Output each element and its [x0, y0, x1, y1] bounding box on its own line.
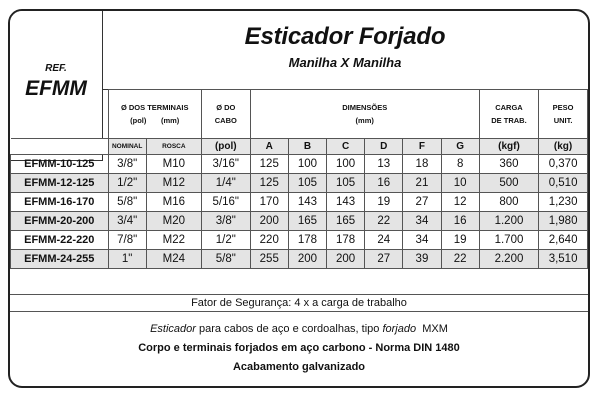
carga-header-line1: CARGA	[495, 103, 523, 112]
subheader-a: A	[250, 139, 288, 155]
cell-ref: EFMM-16-170	[11, 193, 109, 212]
cell-cabo: 1/2"	[201, 231, 250, 250]
spec-table	[10, 89, 588, 269]
cell-cabo: 1/4"	[201, 174, 250, 193]
product-spec-card	[8, 9, 590, 388]
terminais-unit-mm: (mm)	[160, 116, 180, 125]
terminais-unit-pol: (pol)	[130, 116, 147, 125]
subheader-kgf: (kgf)	[479, 139, 538, 155]
cell-cabo: 5/8"	[201, 250, 250, 269]
cell-ref: EFMM-12-125	[11, 174, 109, 193]
cell-carga: 1.200	[479, 212, 538, 231]
cell-g: 8	[441, 155, 479, 174]
description-italic-forjado: forjado	[382, 323, 417, 335]
cell-rosca: M16	[146, 193, 201, 212]
cell-d: 24	[365, 231, 403, 250]
cell-b: 165	[288, 212, 326, 231]
cell-b: 200	[288, 250, 326, 269]
product-title: Esticador Forjado	[244, 23, 446, 50]
table-row	[11, 212, 588, 231]
cell-g: 10	[441, 174, 479, 193]
cell-a: 170	[250, 193, 288, 212]
cell-peso: 1,980	[539, 212, 588, 231]
ref-subheader-spacer	[11, 139, 109, 155]
subheader-d: D	[365, 139, 403, 155]
cabo-header-line1: Ø DO	[216, 103, 236, 112]
cell-rosca: M20	[146, 212, 201, 231]
cell-c: 200	[327, 250, 365, 269]
cell-carga: 360	[479, 155, 538, 174]
cell-a: 255	[250, 250, 288, 269]
ref-header-spacer	[11, 90, 109, 139]
cell-carga: 800	[479, 193, 538, 212]
cell-a: 125	[250, 174, 288, 193]
dimensoes-header-label: DIMENSÕES	[342, 103, 388, 112]
description-line-2: Corpo e terminais forjados em aço carbono - Norma DIN 1480	[138, 342, 460, 354]
cell-d: 19	[365, 193, 403, 212]
cell-b: 178	[288, 231, 326, 250]
cell-f: 34	[403, 231, 441, 250]
cell-c: 105	[327, 174, 365, 193]
cell-f: 27	[403, 193, 441, 212]
cell-d: 27	[365, 250, 403, 269]
cell-rosca: M10	[146, 155, 201, 174]
cell-a: 220	[250, 231, 288, 250]
peso-header-line1: PESO	[552, 103, 574, 112]
table-row	[11, 250, 588, 269]
cell-rosca: M12	[146, 174, 201, 193]
cell-peso: 3,510	[539, 250, 588, 269]
peso-header-line2: UNIT.	[553, 116, 573, 125]
subheader-b: B	[288, 139, 326, 155]
cell-rosca: M22	[146, 231, 201, 250]
subheader-f: F	[403, 139, 441, 155]
description-line-3: Acabamento galvanizado	[232, 361, 366, 373]
cell-cabo: 3/8"	[201, 212, 250, 231]
table-row	[11, 174, 588, 193]
subheader-rosca: ROSCA	[146, 139, 201, 155]
table-row	[11, 231, 588, 250]
dimensoes-header-unit: (mm)	[355, 116, 374, 125]
cell-c: 178	[327, 231, 365, 250]
cell-ref: EFMM-22-220	[11, 231, 109, 250]
carga-header	[479, 90, 538, 139]
cell-carga: 1.700	[479, 231, 538, 250]
cell-f: 18	[403, 155, 441, 174]
cell-c: 143	[327, 193, 365, 212]
cell-f: 39	[403, 250, 441, 269]
cell-f: 21	[403, 174, 441, 193]
cell-nominal: 1"	[108, 250, 146, 269]
cell-ref: EFMM-20-200	[11, 212, 109, 231]
dimensoes-header	[250, 90, 479, 139]
cell-peso: 0,510	[539, 174, 588, 193]
cell-ref: EFMM-10-125	[11, 155, 109, 174]
table-row	[11, 193, 588, 212]
description-end: MXM	[416, 323, 448, 335]
cell-b: 100	[288, 155, 326, 174]
subheader-c: C	[327, 139, 365, 155]
cell-nominal: 5/8"	[108, 193, 146, 212]
cell-nominal: 7/8"	[108, 231, 146, 250]
cell-c: 165	[327, 212, 365, 231]
cell-rosca: M24	[146, 250, 201, 269]
cell-peso: 0,370	[539, 155, 588, 174]
cell-nominal: 3/8"	[108, 155, 146, 174]
cell-nominal: 3/4"	[108, 212, 146, 231]
product-subtitle: Manilha X Manilha	[288, 55, 402, 70]
cell-g: 22	[441, 250, 479, 269]
subheader-g: G	[441, 139, 479, 155]
cell-d: 16	[365, 174, 403, 193]
cell-b: 105	[288, 174, 326, 193]
cell-peso: 2,640	[539, 231, 588, 250]
cell-carga: 2.200	[479, 250, 538, 269]
cell-nominal: 1/2"	[108, 174, 146, 193]
peso-header	[539, 90, 588, 139]
cell-carga: 500	[479, 174, 538, 193]
subheader-kg: (kg)	[539, 139, 588, 155]
terminais-header	[108, 90, 201, 139]
cabo-header-line2: CABO	[214, 116, 237, 125]
cell-a: 125	[250, 155, 288, 174]
subheader-pol: (pol)	[201, 139, 250, 155]
cell-peso: 1,230	[539, 193, 588, 212]
cabo-header	[201, 90, 250, 139]
cell-d: 22	[365, 212, 403, 231]
description-mid: para cabos de aço e cordoalhas, tipo	[195, 323, 383, 335]
subheader-nominal: NOMINAL	[108, 139, 146, 155]
cell-g: 16	[441, 212, 479, 231]
table-row	[11, 155, 588, 174]
cell-ref: EFMM-24-255	[11, 250, 109, 269]
cell-g: 12	[441, 193, 479, 212]
ref-label: REF.	[45, 63, 67, 74]
terminais-header-label: Ø DOS TERMINAIS	[120, 103, 189, 112]
cell-f: 34	[403, 212, 441, 231]
product-description	[10, 310, 588, 386]
cell-cabo: 3/16"	[201, 155, 250, 174]
carga-header-line2: DE TRAB.	[491, 116, 527, 125]
description-line-1	[10, 323, 588, 335]
description-italic-esticador: Esticador	[150, 323, 196, 335]
safety-factor-note: Fator de Segurança: 4 x a carga de trabalho	[10, 294, 588, 312]
cell-g: 19	[441, 231, 479, 250]
cell-d: 13	[365, 155, 403, 174]
cell-c: 100	[327, 155, 365, 174]
cell-a: 200	[250, 212, 288, 231]
cell-cabo: 5/16"	[201, 193, 250, 212]
cell-b: 143	[288, 193, 326, 212]
ref-code: EFMM	[25, 77, 87, 100]
title-block	[102, 11, 588, 90]
